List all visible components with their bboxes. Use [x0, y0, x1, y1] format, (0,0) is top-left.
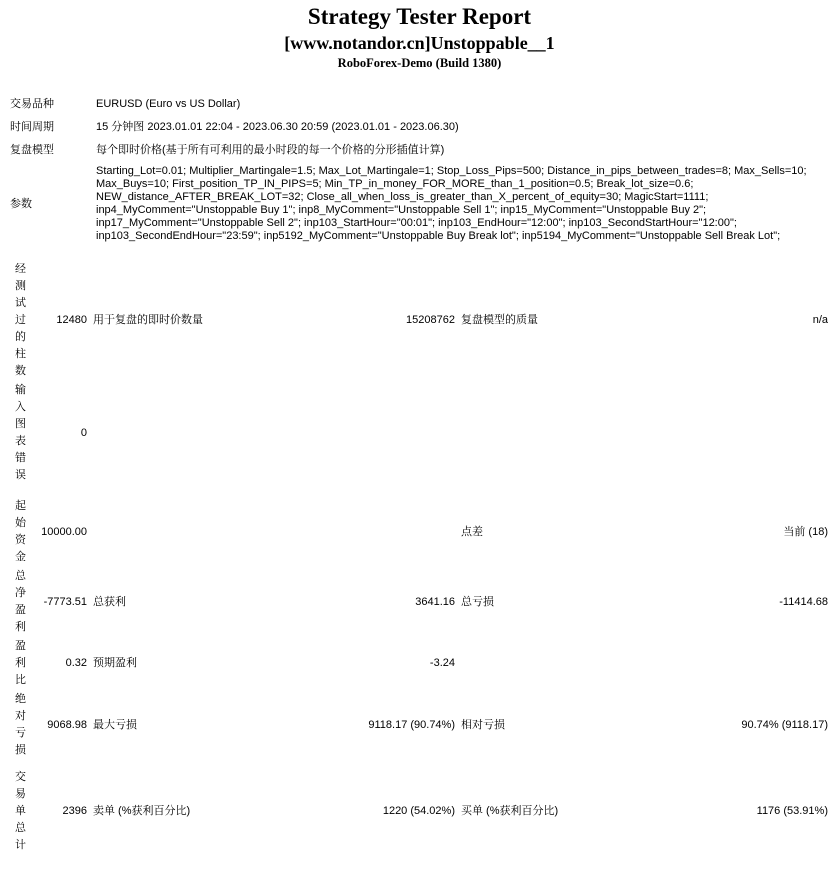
modelling-quality-value: n/a	[812, 314, 828, 326]
long-positions-value: 1176 (53.91%)	[756, 805, 828, 817]
initial-deposit-row	[8, 497, 831, 567]
spacer-cell	[8, 760, 831, 768]
chart-errors-value: 0	[80, 426, 87, 439]
maximal-drawdown-label: 最大亏损	[93, 718, 137, 731]
profit-factor-value: 0.32	[65, 657, 87, 669]
settings-table	[8, 93, 836, 246]
gross-profit-value: 3641.16	[415, 595, 455, 608]
empty-cell	[90, 381, 346, 485]
symbol-value: EURUSD (Euro vs US Dollar)	[96, 98, 241, 110]
net-profit-label: 总净盈利	[15, 570, 26, 633]
parameters-value: Starting_Lot=0.01; Multiplier_Martingale=1.5; Max_Lot_Martingale=1; Stop_Loss_Pips=500; Distance_in_pips_between_trades=8; Max_Sells=10; Max_Buys=10; First_position_TP_IN_PIPS=5; Min_TP_in_money_FOR_MORE_than_1_position=0.5; Break_lot_size=0.6; NEW_distance_AFTER_BREAK_LOT=32; Close_all_when_loss_is_greater_than_X_percent_of_equity=30; MagicStart=1111; inp4_MyComment="Unstoppable Buy 1"; inp8_MyComment="Unstoppable Sell 1"; inp15_MyComment="Unstoppable Buy 2"; inp17_MyComment="Unstoppable Sell 2"; inp103_StartHour="00:01"; inp103_EndHour="12:00"; inp103_SecondStartHour="12:00"; inp103_SecondEndHour="23:59"; inp5192_MyComment="Unstoppable Buy Break lot"; inp5194_MyComment="Unstoppable Sell Break Lot";	[96, 165, 807, 242]
spread-value: 当前 (18)	[783, 525, 828, 538]
empty-cell	[704, 637, 831, 690]
empty-cell	[704, 381, 831, 485]
maximal-drawdown-value: 9118.17 (90.74%)	[368, 718, 455, 731]
bars-tested-value: 12480	[56, 314, 87, 326]
model-label: 复盘模型	[10, 144, 54, 156]
gross-profit-label: 总获利	[93, 595, 126, 608]
absolute-drawdown-label: 绝对亏损	[15, 693, 26, 756]
initial-deposit-label: 起始资金	[15, 500, 26, 563]
absolute-drawdown-row	[8, 690, 831, 760]
chart-errors-row	[8, 381, 831, 485]
period-value: 15 分钟图 2023.01.01 22:04 - 2023.06.30 20:59 (2023.01.01 - 2023.06.30)	[96, 121, 459, 133]
bars-tested-label: 经测试过的柱数	[15, 263, 26, 377]
profit-factor-row	[8, 637, 831, 690]
modelling-quality-label: 复盘模型的质量	[461, 314, 538, 326]
profit-factor-label: 盈利比	[15, 640, 26, 686]
chart-errors-label: 输入图表错误	[15, 384, 26, 481]
spacer-row	[8, 485, 831, 497]
bars-tested-row	[8, 260, 831, 381]
spacer-cell	[8, 485, 831, 497]
spacer-row	[8, 760, 831, 768]
short-positions-value: 1220 (54.02%)	[382, 805, 455, 817]
parameters-row	[8, 162, 836, 246]
ticks-modelled-value: 15208762	[406, 314, 455, 326]
parameters-label: 参数	[10, 197, 32, 210]
report-title: Strategy Tester Report	[307, 4, 532, 29]
report-server-build: RoboForex-Demo (Build 1380)	[337, 56, 502, 70]
model-row	[8, 139, 836, 162]
summary-table	[8, 260, 831, 855]
total-trades-row	[8, 768, 831, 855]
initial-deposit-value: 10000.00	[41, 525, 87, 538]
relative-drawdown-label: 相对亏损	[461, 718, 505, 731]
total-trades-value: 2396	[62, 805, 87, 817]
gross-loss-label: 总亏损	[461, 595, 494, 608]
expected-payoff-label: 预期盈利	[93, 657, 137, 669]
empty-cell	[458, 637, 704, 690]
symbol-label: 交易品种	[10, 98, 54, 110]
spread-label: 点差	[461, 525, 483, 538]
empty-cell	[346, 497, 458, 567]
net-profit-value: -7773.51	[43, 595, 87, 608]
gross-loss-value: -11414.68	[779, 595, 828, 608]
period-label: 时间周期	[10, 121, 54, 133]
total-trades-label: 交易单总计	[15, 771, 26, 851]
report-subtitle: [www.notandor.cn]Unstoppable__1	[284, 33, 555, 53]
report-header	[0, 0, 839, 71]
symbol-row	[8, 93, 836, 116]
empty-cell	[346, 381, 458, 485]
ticks-modelled-label: 用于复盘的即时价数量	[93, 314, 203, 326]
long-positions-label: 买单 (%获利百分比)	[461, 805, 559, 817]
short-positions-label: 卖单 (%获利百分比)	[93, 805, 191, 817]
absolute-drawdown-value: 9068.98	[47, 718, 87, 731]
period-row	[8, 116, 836, 139]
net-profit-row	[8, 567, 831, 637]
expected-payoff-value: -3.24	[429, 657, 455, 669]
relative-drawdown-value: 90.74% (9118.17)	[741, 718, 828, 731]
empty-cell	[90, 497, 346, 567]
model-value: 每个即时价格(基于所有可利用的最小时段的每一个价格的分形插值计算)	[96, 144, 445, 156]
empty-cell	[458, 381, 704, 485]
